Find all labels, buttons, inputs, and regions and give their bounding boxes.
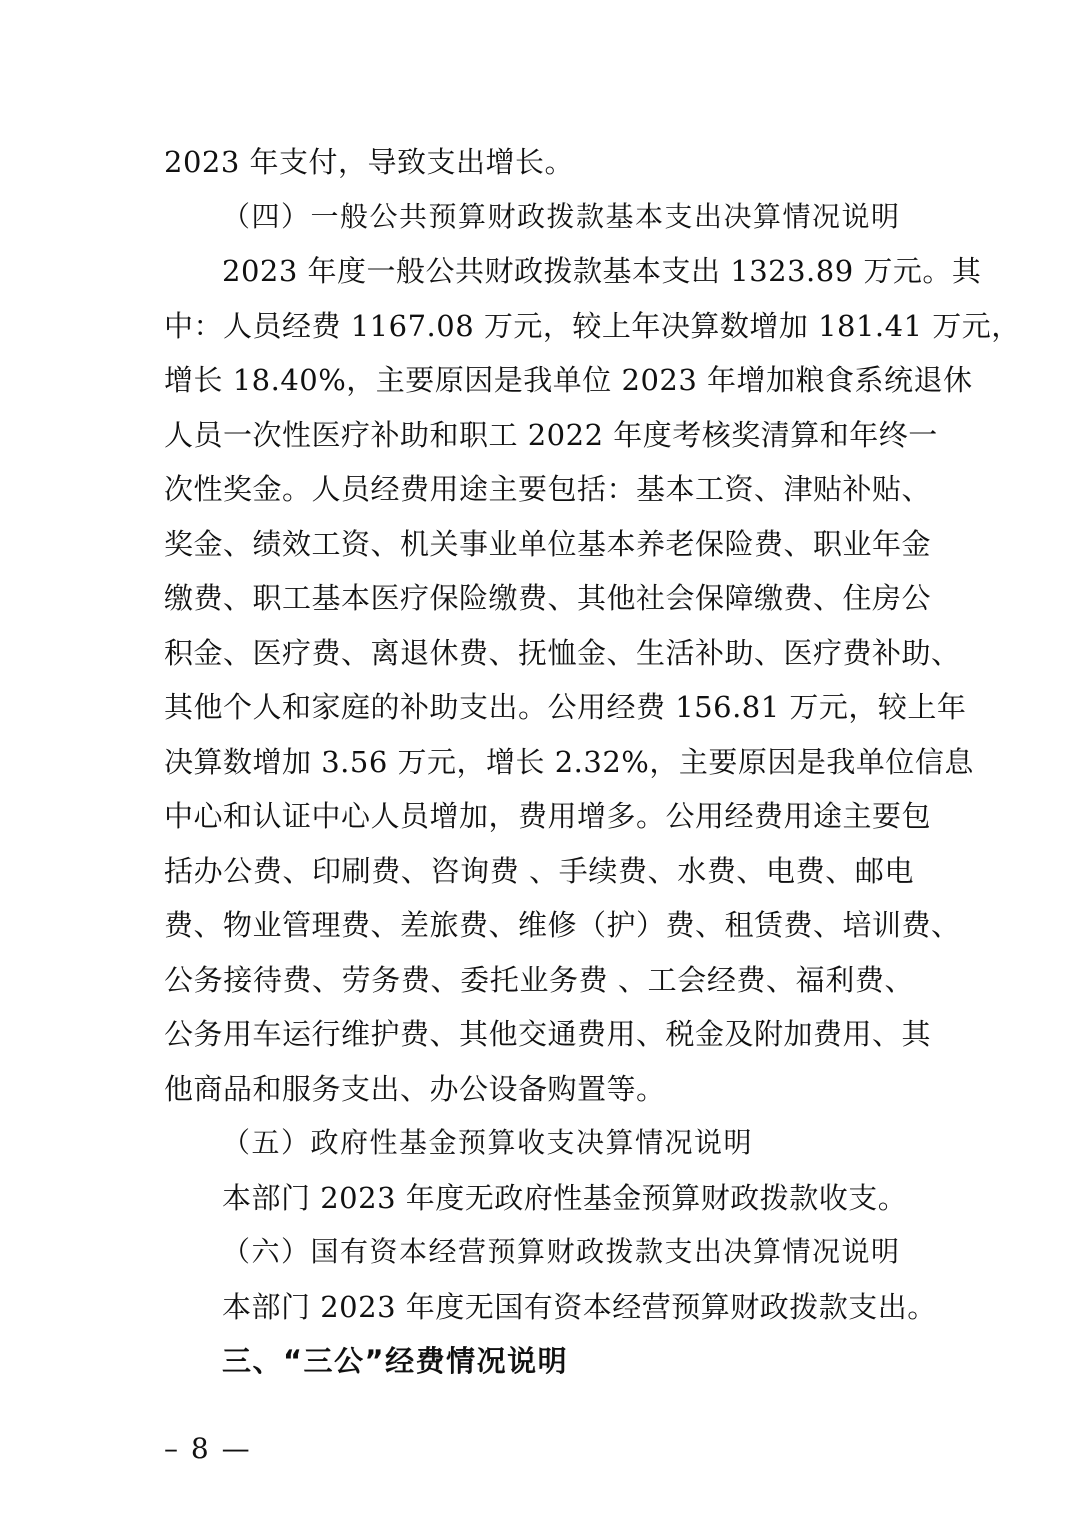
paragraph-line: 括办公费、印刷费、咨询费 、手续费、水费、电费、邮电 [164,853,914,888]
paragraph-line: 费、物业管理费、差旅费、维修（护）费、租赁费、培训费、 [164,908,961,942]
paragraph-line: 奖金、绩效工资、机关事业单位基本养老保险费、职业年金 [164,526,932,561]
paragraph-line: 2023 年度一般公共财政拨款基本支出 1323.89 万元。其 [222,254,982,288]
page-number: – 8 — [164,1432,252,1465]
paragraph-line: 2023 年支付，导致支出增长。 [164,145,575,179]
section-heading-3: 三、“三公”经费情况说明 [222,1344,569,1378]
paragraph-line: 人员一次性医疗补助和职工 2022 年度考核奖清算和年终一 [164,417,938,452]
paragraph-line: 决算数增加 3.56 万元，增长 2.32%，主要原因是我单位信息 [164,744,974,779]
paragraph-line: 其他个人和家庭的补助支出。公用经费 156.81 万元，较上年 [164,690,967,724]
paragraph-line: 增长 18.40%，主要原因是我单位 2023 年增加粮食系统退休 [164,363,973,397]
paragraph-line: 本部门 2023 年度无国有资本经营预算财政拨款支出。 [222,1289,937,1324]
paragraph-line: 积金、医疗费、离退休费、抚恤金、生活补助、医疗费补助、 [164,635,961,670]
subsection-heading-4: （四）一般公共预算财政拨款基本支出决算情况说明 [222,199,901,233]
subsection-heading-5: （五）政府性基金预算收支决算情况说明 [222,1126,754,1159]
paragraph-line: 中心和认证中心人员增加，费用增多。公用经费用途主要包 [164,799,932,833]
paragraph-line: 他商品和服务支出、办公设备购置等。 [164,1071,666,1106]
subsection-heading-6: （六）国有资本经营预算财政拨款支出决算情况说明 [222,1235,901,1268]
body-text [164,135,1021,1389]
paragraph-line: 公务接待费、劳务费、委托业务费 、工会经费、福利费、 [164,962,914,997]
paragraph-line: 本部门 2023 年度无政府性基金预算财政拨款收支。 [222,1180,908,1215]
paragraph-line: 次性奖金。人员经费用途主要包括：基本工资、津贴补贴、 [164,472,932,506]
paragraph-line: 中：人员经费 1167.08 万元，较上年决算数增加 181.41 万元， [164,308,1021,343]
paragraph-line: 公务用车运行维护费、其他交通费用、税金及附加费用、其 [164,1017,932,1051]
paragraph-line: 缴费、职工基本医疗保险缴费、其他社会保障缴费、住房公 [164,581,932,615]
